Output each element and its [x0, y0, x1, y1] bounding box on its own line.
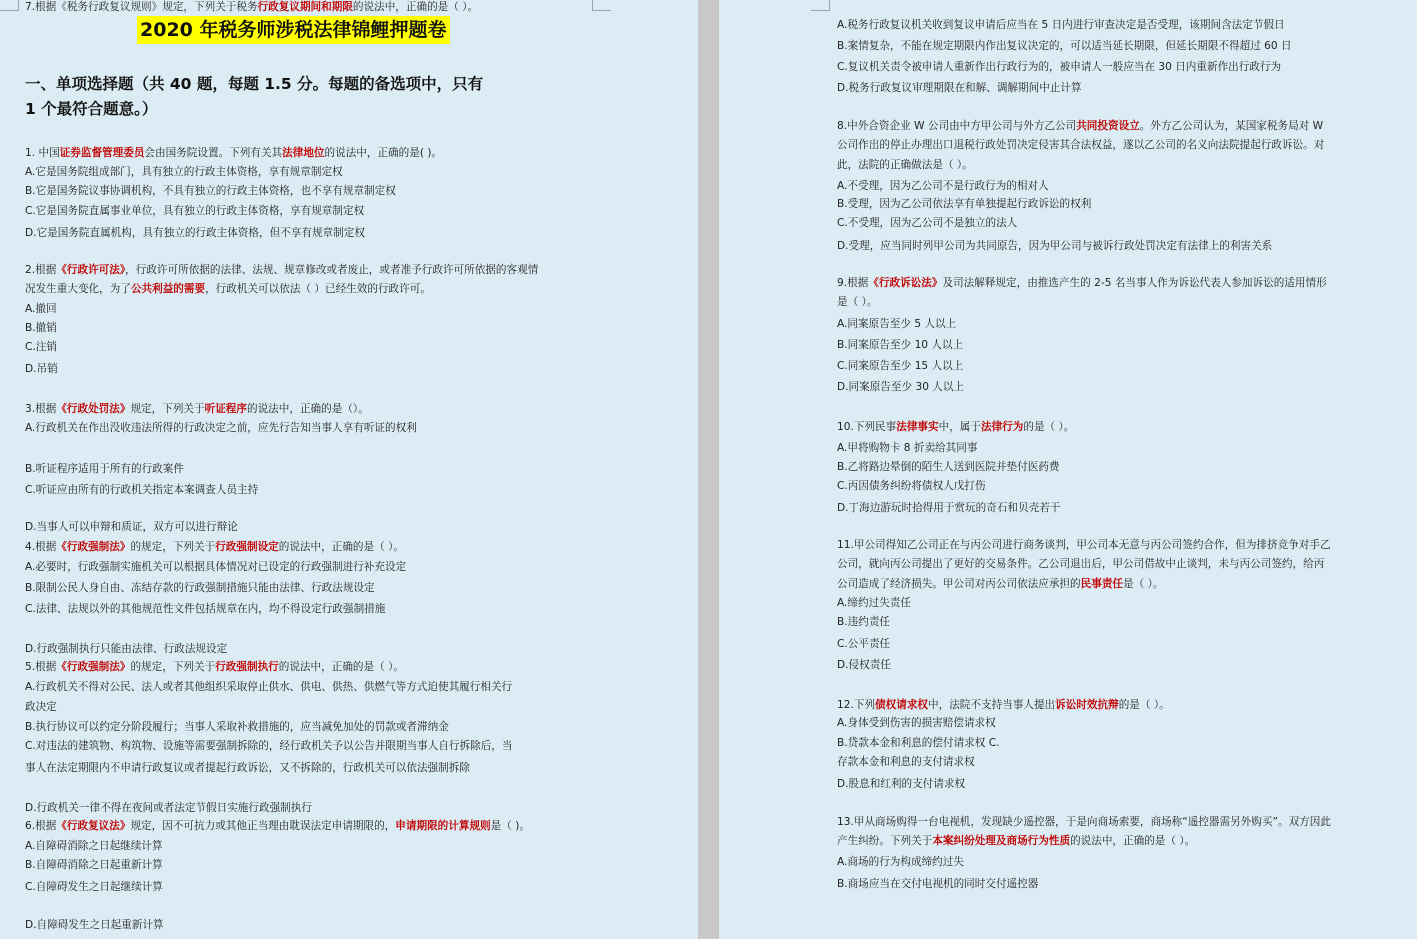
line-text: C.公平责任: [837, 638, 891, 650]
line-text: 是（ )。: [490, 820, 530, 832]
text-line: [837, 736, 1000, 750]
text-line: [25, 362, 58, 376]
line-text: 4.根据: [25, 541, 57, 553]
text-line: [25, 560, 406, 574]
text-line: [837, 501, 1060, 515]
text-line: [837, 441, 977, 455]
text-line: [25, 581, 375, 595]
highlighted-term: 《行政处罚法》: [56, 403, 131, 415]
line-text: 的规定，下列关于: [130, 541, 216, 553]
highlighted-term: 行政强制设定: [215, 541, 279, 553]
line-text: 中，属于: [938, 421, 981, 433]
line-text: 是（ ）。: [837, 296, 878, 308]
text-line: [837, 239, 1272, 253]
line-text: 中，法院不支持当事人提出: [928, 699, 1056, 711]
line-text: B.同案原告至少 10 人以上: [837, 339, 964, 351]
line-text: 6.根据: [25, 820, 57, 832]
line-text: B.违约责任: [837, 616, 891, 628]
line-text: 此，法院的正确做法是（ ）。: [837, 159, 973, 171]
text-line: [25, 680, 512, 694]
line-text: 会由国务院设置。下列有关其: [144, 147, 283, 159]
line-text: C.复议机关责令被申请人重新作出行政行为的，被申请人一般应当在 30 日内重新作出行政行为: [837, 61, 1282, 73]
highlighted-term: 行政复议期间和期限: [257, 1, 353, 13]
highlighted-term: 听证程序: [204, 403, 247, 415]
line-text: 事人在法定期限内不申请行政复议或者提起行政诉讼，又不拆除的，行政机关可以依法强制拆除: [25, 762, 470, 774]
text-line: [25, 165, 343, 179]
line-text: 10.下列民事: [837, 421, 897, 433]
text-line: [837, 777, 965, 791]
page-gutter: [698, 0, 719, 939]
text-line: [25, 302, 57, 316]
line-text: 及司法解释规定，由推选产生的 2-5 名当事人作为诉讼代表人参加诉讼的适用情形: [942, 277, 1327, 289]
text-line: [25, 819, 530, 833]
line-text: B.商场应当在交付电视机的同时交付遥控器: [837, 878, 1039, 890]
text-line: [837, 834, 1195, 848]
text-line: [837, 359, 963, 373]
line-text: B.撤销: [25, 322, 57, 334]
text-line: [25, 858, 163, 872]
line-text: A.自障碍消除之日起继续计算: [25, 840, 163, 852]
line-text: 的说法中，正确的是（ ）。: [1070, 835, 1196, 847]
line-text: A.缔约过失责任: [837, 597, 911, 609]
line-text: ，行政机关可以依法（ ）已经生效的行政许可。: [205, 283, 431, 295]
text-line: [25, 720, 449, 734]
line-text: 的说法中，正确的是（ ）。: [278, 541, 404, 553]
text-line: [25, 801, 312, 815]
left-page: [0, 0, 698, 939]
text-line: [837, 855, 964, 869]
text-line: [25, 520, 238, 534]
line-text: B.贷款本金和利息的偿付请求权 C.: [837, 737, 1000, 749]
text-line: [25, 263, 538, 277]
line-text: C.听证应由所有的行政机关指定本案调查人员主持: [25, 484, 259, 496]
text-line: [25, 0, 478, 14]
text-line: [837, 615, 890, 629]
section-heading-line: 一、单项选择题（共 40 题，每题 1.5 分。每题的备选项中，只有: [25, 75, 484, 93]
text-line: [837, 460, 1060, 474]
line-text: A.行政机关不得对公民、法人或者其他组织采取停止供水、供电、供热、供燃气等方式迫使其履行相关行: [25, 681, 513, 693]
line-text: B.乙将路边晕倒的陌生人送到医院并垫付医药费: [837, 461, 1060, 473]
highlighted-term: 申请期限的计算规则: [395, 820, 491, 832]
highlighted-term: 法律事实: [896, 421, 939, 433]
line-text: D.税务行政复议审理期限在和解、调解期间中止计算: [837, 82, 1082, 94]
line-text: 1. 中国: [25, 147, 60, 159]
line-text: A.必要时，行政强制实施机关可以根据具体情况对已设定的行政强制进行补充设定: [25, 561, 407, 573]
text-line: [837, 596, 911, 610]
highlighted-term: 民事责任: [1080, 578, 1124, 590]
text-line: [837, 877, 1038, 891]
section-heading: [25, 72, 505, 122]
text-line: [837, 158, 973, 172]
line-text: D.它是国务院直属机构，具有独立的行政主体资格，但不享有规章制定权: [25, 227, 365, 239]
section-heading-line: 1 个最符合题意。）: [25, 100, 158, 118]
line-text: B.它是国务院议事协调机构，不具有独立的行政主体资格，也不享有规章制定权: [25, 185, 396, 197]
text-line: [25, 642, 227, 656]
text-line: [25, 462, 184, 476]
highlighted-term: 证券监督管理委员: [59, 147, 145, 159]
text-line: [25, 918, 164, 932]
line-text: C.注销: [25, 341, 57, 353]
line-text: 9.根据: [837, 277, 869, 289]
line-text: 存款本金和利息的支付请求权: [837, 756, 975, 768]
text-line: [25, 402, 369, 416]
line-text: B.受理，因为乙公司依法享有单独提起行政诉讼的权利: [837, 198, 1092, 210]
page-corner-mark: [811, 0, 830, 11]
highlighted-term: 本案纠纷处理及商场行为性质: [932, 835, 1071, 847]
highlighted-term: 诉讼时效抗辩: [1055, 699, 1119, 711]
highlighted-term: 债权请求权: [875, 699, 929, 711]
text-line: [837, 18, 1285, 32]
line-text: 公司，就向丙公司提出了更好的交易条件。乙公司退出后，甲公司借故中止谈判，未与丙公司签约，给丙: [837, 558, 1325, 570]
line-text: D.自障碍发生之日起重新计算: [25, 919, 164, 931]
text-line: [25, 321, 57, 335]
line-text: 公司造成了经济损失。甲公司对丙公司依法应承担的: [837, 578, 1081, 590]
line-text: A.同案原告至少 5 人以上: [837, 318, 957, 330]
line-text: C.对违法的建筑物、构筑物、设施等需要强制拆除的，经行政机关予以公告并限期当事人自行拆除后，当: [25, 740, 513, 752]
text-line: [25, 226, 365, 240]
page-corner-mark: [0, 0, 19, 11]
line-text: 的是（ ）。: [1118, 699, 1170, 711]
line-text: B.自障碍消除之日起重新计算: [25, 859, 163, 871]
text-line: [837, 716, 996, 730]
document-title: 2020 年税务师涉税法律锦鲤押题卷: [137, 16, 450, 44]
line-text: D.行政强制执行只能由法律、行政法规设定: [25, 643, 228, 655]
text-line: [837, 138, 1324, 152]
line-text: C.法律、法规以外的其他规范性文件包括规章在内，均不得设定行政强制措施: [25, 603, 386, 615]
text-line: [837, 81, 1082, 95]
text-line: [837, 179, 1049, 193]
line-text: 的说法中，正确的是（）。: [246, 403, 369, 415]
line-text: 的规定，下列关于: [130, 661, 216, 673]
text-line: [25, 880, 163, 894]
line-text: C.不受理，因为乙公司不是独立的法人: [837, 217, 1018, 229]
text-line: [837, 338, 963, 352]
text-line: [25, 700, 57, 714]
line-text: A.商场的行为构成缔约过失: [837, 856, 964, 868]
text-line: [837, 420, 1074, 434]
line-text: C.丙因债务纠纷将债权人戊打伤: [837, 480, 986, 492]
text-line: [837, 380, 964, 394]
text-line: [837, 538, 1331, 552]
page-corner-mark: [592, 0, 611, 11]
text-line: [837, 577, 1163, 591]
text-line: [837, 295, 877, 309]
highlighted-term: 共同投资设立: [1076, 120, 1140, 132]
line-text: 12.下列: [837, 699, 876, 711]
line-text: 的说法中，正确的是（ ）。: [352, 1, 479, 13]
text-line: [837, 317, 956, 331]
text-line: [837, 39, 1292, 53]
text-line: [25, 660, 404, 674]
line-text: 的说法中，正确的是( )。: [324, 147, 443, 159]
text-line: [25, 282, 431, 296]
highlighted-term: 《行政诉讼法》: [868, 277, 943, 289]
line-text: 的是（ ）。: [1023, 421, 1075, 433]
line-text: 3.根据: [25, 403, 57, 415]
highlighted-term: 公共利益的需要: [130, 283, 206, 295]
line-text: 规定，下列关于: [130, 403, 205, 415]
text-line: [25, 739, 512, 753]
highlighted-term: 《行政强制法》: [56, 541, 131, 553]
line-text: D.股息和红利的支付请求权: [837, 778, 966, 790]
highlighted-term: 《行政复议法》: [56, 820, 131, 832]
line-text: D.吊销: [25, 363, 58, 375]
line-text: B.限制公民人身自由、冻结存款的行政强制措施只能由法律、行政法规设定: [25, 582, 375, 594]
line-text: D.行政机关一律不得在夜间或者法定节假日实施行政强制执行: [25, 802, 312, 814]
text-line: [837, 815, 1331, 829]
text-line: [837, 479, 985, 493]
line-text: A.身体受到伤害的损害赔偿请求权: [837, 717, 996, 729]
line-text: D.侵权责任: [837, 659, 891, 671]
line-text: D.当事人可以申辩和质证，双方可以进行辩论: [25, 521, 238, 533]
line-text: 。外方乙公司认为，某国家税务局对 W: [1139, 120, 1324, 132]
line-text: B.听证程序适用于所有的行政案件: [25, 463, 184, 475]
line-text: ，行政许可所依据的法律、法规、规章修改或者废止，或者准予行政许可所依据的客观情: [125, 264, 539, 276]
text-line: [837, 698, 1170, 712]
highlighted-term: 《行政强制法》: [56, 661, 131, 673]
line-text: 政决定: [25, 701, 57, 713]
line-text: 7.根据《税务行政复议规则》规定，下列关于税务: [25, 1, 258, 13]
line-text: 2.根据: [25, 264, 57, 276]
line-text: 13.甲从商场购得一台电视机，发现缺少遥控器，于是向商场索要，商场称“遥控器需另外购买”。双方因此: [837, 816, 1331, 828]
line-text: 11.甲公司得知乙公司正在与丙公司进行商务谈判，甲公司本无意与丙公司签约合作，但为排挤竞争对手乙: [837, 539, 1331, 551]
line-text: D.受理，应当同时列甲公司为共同原告，因为甲公司与被诉行政处罚决定有法律上的利害关系: [837, 240, 1273, 252]
line-text: C.自障碍发生之日起继续计算: [25, 881, 163, 893]
text-line: [837, 119, 1323, 133]
highlighted-term: 法律地位: [282, 147, 325, 159]
line-text: 规定，因不可抗力或其他正当理由耽误法定申请期限的，: [130, 820, 396, 832]
line-text: A.行政机关在作出没收违法所得的行政决定之前，应先行告知当事人享有听证的权利: [25, 422, 417, 434]
line-text: A.税务行政复议机关收到复议申请后应当在 5 日内进行审查决定是否受理，该期间含法定节假日: [837, 19, 1285, 31]
text-line: [25, 540, 404, 554]
text-line: [25, 483, 258, 497]
text-line: [837, 755, 975, 769]
text-line: [25, 602, 385, 616]
text-line: [25, 421, 417, 435]
text-line: [837, 197, 1091, 211]
highlighted-term: 法律行为: [980, 421, 1024, 433]
text-line: [25, 340, 57, 354]
text-line: [25, 839, 163, 853]
highlighted-term: 《行政许可法》: [56, 264, 126, 276]
line-text: 5.根据: [25, 661, 57, 673]
line-text: A.撤回: [25, 303, 57, 315]
line-text: D.丁海边游玩时拾得用于赏玩的奇石和贝壳若干: [837, 502, 1061, 514]
line-text: A.甲将购物卡 8 折卖给其同事: [837, 442, 978, 454]
line-text: 8.中外合资企业 W 公司由中方甲公司与外方乙公司: [837, 120, 1077, 132]
text-line: [837, 276, 1327, 290]
line-text: A.不受理，因为乙公司不是行政行为的相对人: [837, 180, 1049, 192]
text-line: [25, 204, 364, 218]
line-text: 产生纠纷。下列关于: [837, 835, 933, 847]
line-text: C.同案原告至少 15 人以上: [837, 360, 964, 372]
line-text: 况发生重大变化，为了: [25, 283, 131, 295]
line-text: D.同案原告至少 30 人以上: [837, 381, 965, 393]
line-text: A.它是国务院组成部门，具有独立的行政主体资格，享有规章制定权: [25, 166, 343, 178]
line-text: B.案情复杂，不能在规定期限内作出复议决定的，可以适当延长期限，但延长期限不得超过 60 日: [837, 40, 1292, 52]
text-line: [837, 216, 1017, 230]
text-line: [25, 761, 470, 775]
line-text: 的说法中，正确的是（ ）。: [278, 661, 404, 673]
text-line: [837, 60, 1281, 74]
line-text: B.执行协议可以约定分阶段履行；当事人采取补救措施的，应当减免加处的罚款或者滞纳金: [25, 721, 449, 733]
right-page: [719, 0, 1417, 939]
text-line: [837, 637, 890, 651]
line-text: 公司作出的停止办理出口退税行政处罚决定侵害其合法权益，遂以乙公司的名义向法院提起行政诉讼。对: [837, 139, 1325, 151]
line-text: C.它是国务院直属事业单位，具有独立的行政主体资格，享有规章制定权: [25, 205, 365, 217]
line-text: 是（ ）。: [1123, 578, 1164, 590]
text-line: [837, 658, 891, 672]
highlighted-term: 行政强制执行: [215, 661, 279, 673]
text-line: [25, 146, 442, 160]
text-line: [837, 557, 1324, 571]
text-line: [25, 184, 396, 198]
